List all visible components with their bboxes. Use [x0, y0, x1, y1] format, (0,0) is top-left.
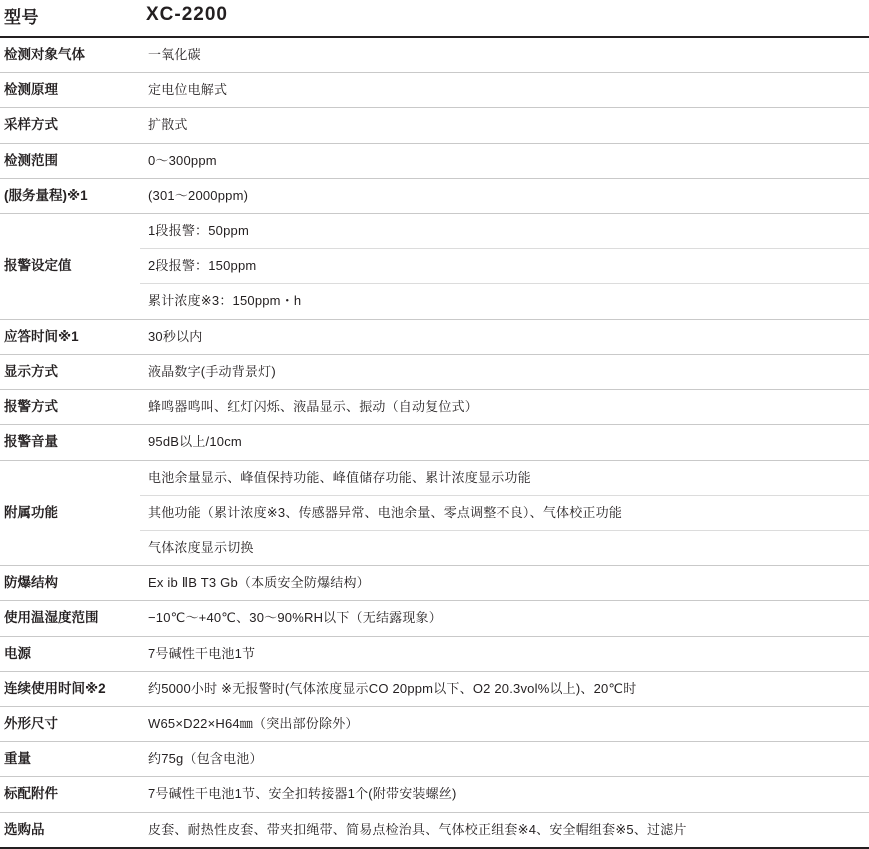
table-row [0, 601, 869, 636]
row-label: 使用温湿度范围 [0, 601, 140, 636]
row-label: (服务量程)※1 [0, 178, 140, 213]
row-value: −10℃〜+40℃、30〜90%RH以下（无结露现象） [140, 601, 869, 636]
row-value: 约75g（包含电池） [140, 742, 869, 777]
row-value: 7号碱性干电池1节 [140, 636, 869, 671]
table-row [0, 425, 869, 460]
row-value: 0〜300ppm [140, 143, 869, 178]
row-label: 防爆结构 [0, 566, 140, 601]
table-row [0, 460, 869, 495]
table-row [0, 178, 869, 213]
row-label: 检测范围 [0, 143, 140, 178]
row-value: Ex ib ⅡB T3 Gb（本质安全防爆结构） [140, 566, 869, 601]
row-value: 扩散式 [140, 108, 869, 143]
row-label: 外形尺寸 [0, 706, 140, 741]
row-label: 重量 [0, 742, 140, 777]
table-row [0, 566, 869, 601]
table-row [0, 706, 869, 741]
row-label: 报警音量 [0, 425, 140, 460]
row-value: 液晶数字(手动背景灯) [140, 354, 869, 389]
row-value: 7号碱性干电池1节、安全扣转接器1个(附带安装螺丝) [140, 777, 869, 812]
row-label: 检测对象气体 [0, 37, 140, 73]
row-label: 采样方式 [0, 108, 140, 143]
row-label: 报警设定值 [0, 214, 140, 320]
row-label: 连续使用时间※2 [0, 671, 140, 706]
table-row [0, 671, 869, 706]
table-row [0, 812, 869, 848]
row-value: W65×D22×H64㎜（突出部份除外） [140, 706, 869, 741]
row-label: 报警方式 [0, 390, 140, 425]
row-value: 约5000小时 ※无报警时(气体浓度显示CO 20ppm以下、O2 20.3vol%以上)、20℃时 [140, 671, 869, 706]
row-label: 标配附件 [0, 777, 140, 812]
row-label: 检测原理 [0, 73, 140, 108]
row-value: 累计浓度※3：150ppm・h [140, 284, 869, 319]
table-row [0, 319, 869, 354]
row-value: 一氧化碳 [140, 37, 869, 73]
row-value: (301〜2000ppm) [140, 178, 869, 213]
table-row [0, 37, 869, 73]
row-value: 电池余量显示、峰值保持功能、峰值储存功能、累计浓度显示功能 [140, 460, 869, 495]
row-label: 附属功能 [0, 460, 140, 566]
table-row [0, 143, 869, 178]
table-header-row [0, 0, 869, 37]
row-value: 定电位电解式 [140, 73, 869, 108]
table-row [0, 73, 869, 108]
row-value: 蜂鸣器鸣叫、红灯闪烁、液晶显示、振动（自动复位式） [140, 390, 869, 425]
table-row [0, 636, 869, 671]
table-row [0, 390, 869, 425]
row-value: 气体浓度显示切换 [140, 530, 869, 565]
row-label: 应答时间※1 [0, 319, 140, 354]
row-value: 95dB以上/10cm [140, 425, 869, 460]
header-value-cell: XC-2200 [140, 0, 869, 37]
row-value: 1段报警：50ppm [140, 214, 869, 249]
row-label: 选购品 [0, 812, 140, 848]
row-label: 显示方式 [0, 354, 140, 389]
row-value: 其他功能（累计浓度※3、传感器异常、电池余量、零点调整不良）、气体校正功能 [140, 495, 869, 530]
table-row [0, 214, 869, 249]
row-value: 2段报警：150ppm [140, 249, 869, 284]
header-label-cell: 型号 [0, 0, 140, 37]
table-row [0, 777, 869, 812]
row-label: 电源 [0, 636, 140, 671]
table-row [0, 354, 869, 389]
row-value: 皮套、耐热性皮套、带夹扣绳带、简易点检治具、气体校正组套※4、安全帽组套※5、过滤片 [140, 812, 869, 848]
table-row [0, 742, 869, 777]
row-value: 30秒以内 [140, 319, 869, 354]
table-row [0, 108, 869, 143]
